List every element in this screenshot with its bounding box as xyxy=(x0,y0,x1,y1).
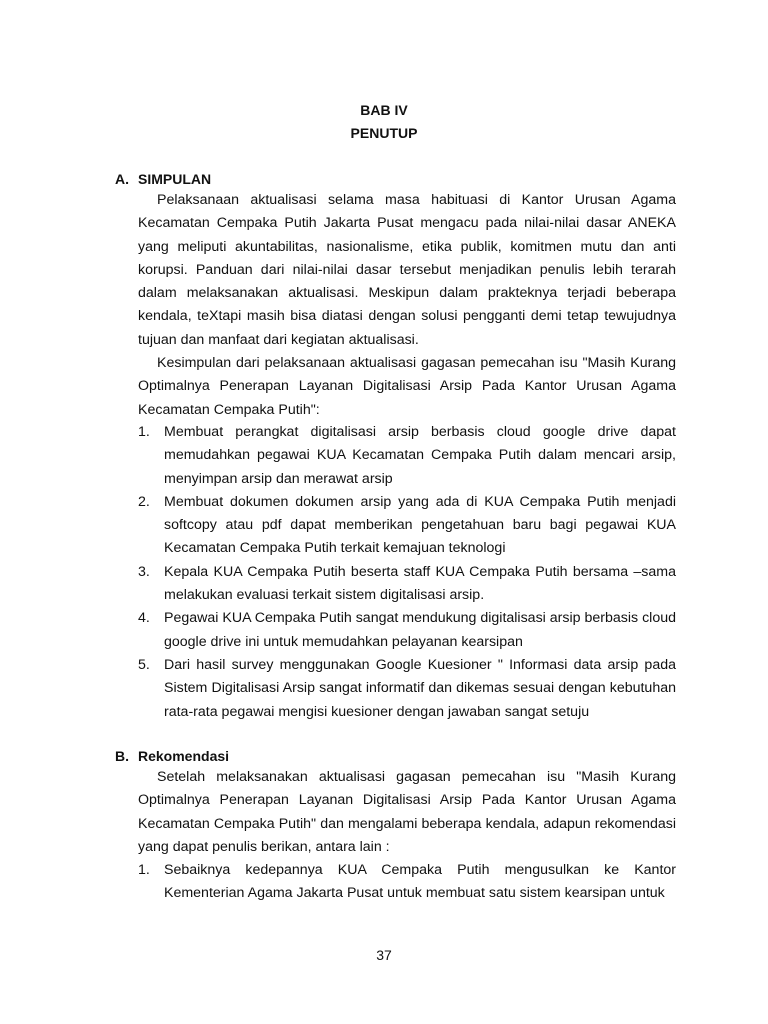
list-item xyxy=(138,859,676,906)
chapter-label: BAB IV xyxy=(360,102,408,118)
section-b-paragraph-1: Setelah melaksanakan aktualisasi gagasan pemecahan isu "Masih Kurang Optimalnya Penerapan Layanan Digitalisasi Arsip Pada Kantor Urusan Agama Kecamatan Cempaka Putih" dan mengalami beberapa kendala, adapun rekomendasi yang dapat penulis berikan, antara lain : xyxy=(138,769,676,855)
list-item-number: 3. xyxy=(138,563,150,580)
list-item-text: Kepala KUA Cempaka Putih beserta staff KUA Cempaka Putih bersama –sama melakukan evaluasi terkait sistem digitalisasi arsip. xyxy=(164,563,676,604)
list-item xyxy=(138,607,676,654)
list-item-number: 1. xyxy=(138,862,150,878)
page-number: 37 xyxy=(376,947,392,963)
section-b-title: Rekomendasi xyxy=(138,748,230,764)
list-item-text: Sebaiknya kedepannya KUA Cempaka Putih mengusulkan ke Kantor Kementerian Agama Jakarta Pusat untuk membuat satu sistem kearsipan untuk xyxy=(164,862,676,902)
section-a-paragraph-1: Pelaksanaan aktualisasi selama masa habituasi di Kantor Urusan Agama Kecamatan Cempaka Putih Jakarta Pusat mengacu pada nilai-nilai dasar ANEKA yang meliputi akuntabilitas, nasionalisme, etika publik, komitmen mutu dan anti korupsi. Panduan dari nilai-nilai dasar tersebut menjadikan penulis lebih terarah dalam melaksanakan aktualisasi. Meskipun dalam prakteknya terjadi beberapa kendala, teXtapi masih bisa diatasi dengan solusi pengganti demi tetap tewujudnya tujuan dan manfaat dari kegiatan aktualisasi. xyxy=(138,192,676,348)
section-a-letter: A. xyxy=(115,171,129,187)
chapter-title: PENUTUP xyxy=(350,125,418,141)
section-b-list xyxy=(138,859,676,906)
section-a-list xyxy=(138,421,676,724)
list-item xyxy=(138,654,676,724)
list-item-text: Membuat perangkat digitalisasi arsip berbasis cloud google drive dapat memudahkan pegawai KUA Kecamatan Cempaka Putih dalam mencari arsip, menyimpan arsip dan merawat arsip xyxy=(164,424,676,487)
list-item-text: Pegawai KUA Cempaka Putih sangat mendukung digitalisasi arsip berbasis cloud google drive ini untuk memudahkan pelayanan kearsipan xyxy=(164,610,676,650)
section-a-paragraph-2: Kesimpulan dari pelaksanaan aktualisasi gagasan pemecahan isu "Masih Kurang Optimalnya Penerapan Layanan Digitalisasi Arsip Pada Kantor Urusan Agama Kecamatan Cempaka Putih": xyxy=(138,355,676,418)
list-item-text: Membuat dokumen dokumen arsip yang ada di KUA Cempaka Putih menjadi softcopy atau pdf dapat memberikan pengetahuan baru bagi pegawai KUA Kecamatan Cempaka Putih terkait kemajuan teknologi xyxy=(164,493,676,557)
list-item-number: 4. xyxy=(138,610,150,627)
section-a-title: SIMPULAN xyxy=(138,171,212,187)
list-item-text: Dari hasil survey menggunakan Google Kuesioner " Informasi data arsip pada Sistem Digitalisasi Arsip sangat informatif dan dikemas sesuai dengan kebutuhan rata-rata pegawai mengisi kuesioner dengan jawaban sangat setuju xyxy=(164,656,676,720)
list-item-number: 5. xyxy=(138,656,150,673)
list-item-number: 1. xyxy=(138,424,150,440)
list-item xyxy=(138,491,676,561)
section-b-letter: B. xyxy=(115,748,129,764)
list-item xyxy=(138,561,676,608)
list-item xyxy=(138,421,676,491)
list-item-number: 2. xyxy=(138,493,150,510)
